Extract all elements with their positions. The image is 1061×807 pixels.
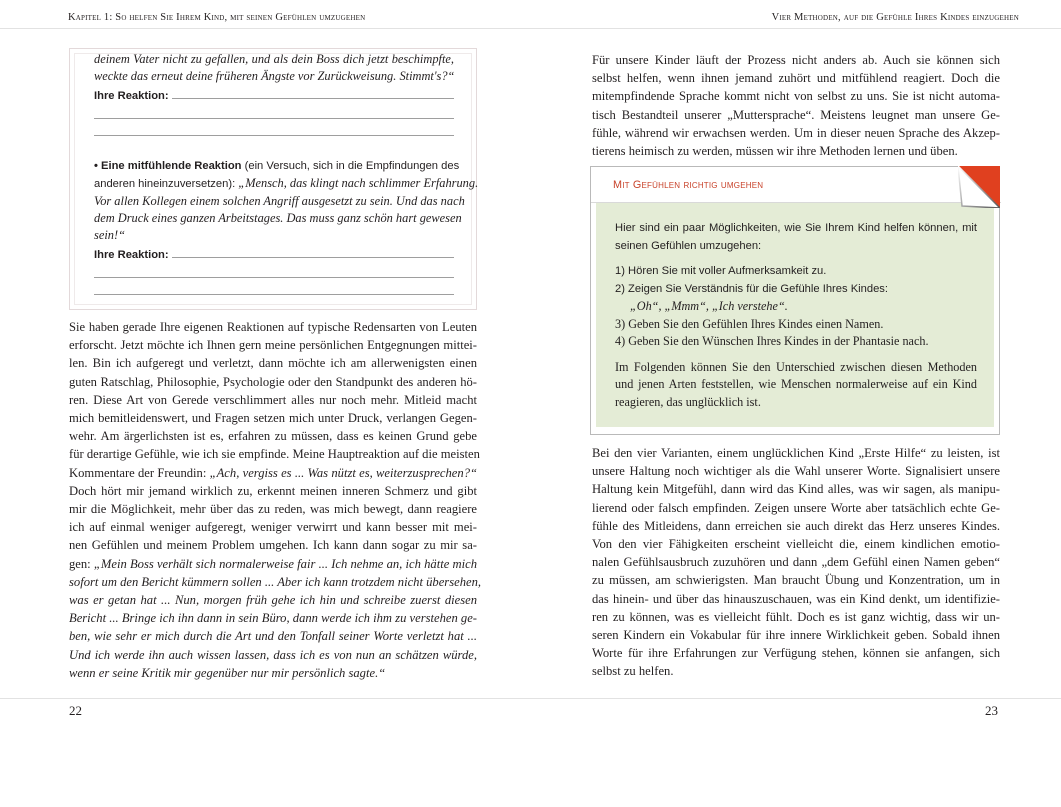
text-run: erforscht. Jetzt möchte ich Ihnen gern meine persönlichen Entgegnungen mittei- xyxy=(69,338,477,353)
text-run: ren. Diese Art von Gerede verschlimmert alles nur noch mehr. Mitleid macht xyxy=(69,392,477,407)
answer-blank-line[interactable] xyxy=(94,118,454,119)
left-page-body-text xyxy=(69,318,482,682)
text-line xyxy=(69,646,477,664)
text-line: das hinein- und über das hinauszuschauen, was ein Kind denkt, um identifizie- xyxy=(592,591,1000,606)
compassionate-response-item xyxy=(94,158,479,193)
item-quote-line: sein!“ xyxy=(94,228,125,242)
tip-method-examples: „Oh“, „Mmm“, „Ich verstehe“. xyxy=(630,299,788,313)
answer-blank-line[interactable] xyxy=(94,294,454,295)
answer-label: Ihre Reaktion: xyxy=(94,249,169,261)
quote-line: deinem Vater nicht zu gefallen, und als dein Boss dich jetzt beschimpfte, xyxy=(94,52,454,66)
tip-outro-line: reagieren, das unglücklich ist. xyxy=(615,394,761,409)
text-line xyxy=(69,409,477,427)
tip-box-content xyxy=(615,220,977,411)
text-run: len. Bin ich aufgeregt und verletzt, dann möchte ich am allerwenigsten einen xyxy=(69,356,477,371)
answer-line[interactable] xyxy=(172,257,454,258)
tip-outro-line: und jenen Arten feststellen, wie Menschen normalerweise auf ein Kind xyxy=(615,377,977,391)
text-line xyxy=(69,555,477,573)
text-line xyxy=(69,536,477,554)
text-line: unsere Haltung noch wichtiger als die Wahl unserer Worte. Signalisiert unsere xyxy=(592,464,1000,479)
italic-quote-run: „Mein Boss verhält sich normalerweise fair ... Ich nehme an, ich hätte mich xyxy=(93,556,477,571)
text-run: Kommentare der Freundin: xyxy=(69,465,210,480)
item-quote: „Mensch, das klingt nach schlimmer Erfahrung. xyxy=(238,176,479,190)
item-quote-block xyxy=(94,193,465,244)
tip-intro-line: Hier sind ein paar Möglichkeiten, wie Sie Ihrem Kind helfen können, mit xyxy=(615,222,977,234)
answer-row-1 xyxy=(94,85,454,102)
answer-blank-line[interactable] xyxy=(94,277,454,278)
text-line xyxy=(69,464,477,482)
text-line xyxy=(69,573,482,591)
item-line-1 xyxy=(94,158,460,175)
text-line xyxy=(69,518,477,536)
tip-outro-line: Im Folgenden können Sie den Unterschied zwischen diesen Methoden xyxy=(615,359,977,374)
text-line xyxy=(69,591,477,609)
text-line xyxy=(69,427,477,445)
footer-divider xyxy=(0,698,1061,699)
text-line xyxy=(69,445,480,463)
right-page-body-text xyxy=(592,444,1000,681)
text-run: ich auf einmal weniger aufgeregt, weniger verwirrt und kann besser mit mei- xyxy=(69,520,477,535)
item-line-2 xyxy=(94,175,479,193)
italic-quote-run: „Ach, vergiss es ... Was nützt es, weiterzusprechen?“ xyxy=(209,465,477,480)
tip-intro xyxy=(615,220,977,255)
text-line xyxy=(69,482,477,500)
tip-box xyxy=(590,166,1000,435)
text-run: mich bemitleidenswert, und Fragen setzen mich unter Druck, verlangen Gegen- xyxy=(69,411,477,426)
right-page-intro-text xyxy=(592,51,1000,160)
tip-box-title: Mit Gefühlen richtig umgehen xyxy=(613,179,764,191)
text-line xyxy=(69,336,477,354)
text-run: mir die Möglichkeit, mehr über das zu reden, was mich bewegt, dann reagiere xyxy=(69,502,477,517)
text-run: nen Gefühlen und meinem Problem umgehen. Ich kann dann sogar zu mir sa- xyxy=(69,538,477,553)
text-line: tisch Bestandteil unserer „Muttersprache“. Meistens leugnet man unsere Ge- xyxy=(592,107,1000,122)
item-quote-line: dem Druck eines ganzen Arbeitstages. Das muss ganz schön hart gewesen xyxy=(94,211,462,225)
italic-quote-run: was er getan hat ... Nun, morgen früh gehe ich hin und schreibe zuerst diesen xyxy=(69,593,477,608)
text-line xyxy=(69,391,477,409)
text-line: fühle des Mitleidens, dann erreichen sie auch direkt das Herz unseres Kindes. xyxy=(592,518,1000,533)
italic-quote-run: sofort um den Bericht kümmern sollen ... Aber ich kann trotzdem nicht übersehen, xyxy=(69,574,482,589)
italic-quote-run: Und ich werde ihn auch wissen lassen, dass ich es von nun an schätzen würde, xyxy=(69,647,477,662)
text-line xyxy=(69,318,477,336)
bullet: • xyxy=(94,160,98,172)
italic-quote-run: ben, wie sehr er mich durch die Art und den Tonfall seiner Worte verletzt hat ... xyxy=(69,629,477,644)
tip-intro-line: seinen Gefühlen umzugehen: xyxy=(615,239,762,252)
text-line: seren Kindern ein Vokabular für ihre innere Wirklichkeit geben. Sobald ihnen xyxy=(592,628,1000,643)
tip-method-item: 1) Hören Sie mit voller Aufmerksamkeit zu. xyxy=(615,265,827,277)
item-title: Eine mitfühlende Reaktion xyxy=(101,160,242,172)
text-line xyxy=(69,609,477,627)
answer-row-2 xyxy=(94,244,454,261)
text-line: Worte für ihre Erfahrungen zur Verfügung stehen, können sie anfangen, sich xyxy=(592,646,1000,661)
tip-method-item: 3) Geben Sie den Gefühlen Ihres Kindes einen Namen. xyxy=(615,316,884,331)
exercise-quote-continuation xyxy=(94,51,454,85)
text-run: guten Ratschlag, Philosophie, Psychologie oder den Standpunkt des anderen hö- xyxy=(69,374,477,389)
text-line xyxy=(69,354,477,372)
text-line: nalen Gefühlsausbruch zuzuhören und dann „dem Gefühl einen Namen geben“ xyxy=(592,555,1000,570)
text-line: ren zu können, was es vielleicht fühlt. Doch es ist ganz wichtig, dass wir un- xyxy=(592,609,1000,624)
running-head-left: Kapitel 1: So helfen Sie Ihrem Kind, mit seinen Gefühlen umzugehen xyxy=(68,12,366,23)
item-desc: anderen hineinzuversetzen): xyxy=(94,178,239,190)
page-corner-fold-icon xyxy=(958,166,1000,208)
tip-outro xyxy=(615,359,977,412)
text-line xyxy=(69,627,477,645)
text-line xyxy=(69,373,477,391)
answer-line[interactable] xyxy=(172,98,454,99)
text-line: zu müssen, am schwierigsten. Man braucht Übung und Konzentration, um in xyxy=(592,573,1000,588)
exercise-content xyxy=(94,51,479,295)
text-line: Bei den vier Varianten, einem unglücklichen Kind „Erste Hilfe“ zu leisten, ist xyxy=(592,446,1000,460)
answer-label: Ihre Reaktion: xyxy=(94,90,169,102)
text-line: lierend oder falsch empfinden. Zeigen unsere Worte aber tatsächlich echte Ge- xyxy=(592,500,1000,515)
exercise-box xyxy=(69,48,477,310)
page-number-right: 23 xyxy=(985,703,998,718)
text-run: gen: xyxy=(69,556,94,571)
text-line: tierens heimisch zu werden, müssen wir ihre Methoden lernen und üben. xyxy=(592,144,958,159)
text-line: Haltung kein Mitgefühl, dann wird das Kind alles, was wir sagen, als manipu- xyxy=(592,482,1000,497)
header-divider xyxy=(0,28,1061,29)
text-line xyxy=(69,500,477,518)
tip-method-list xyxy=(615,263,977,351)
text-line: Von den vier Fähigkeiten erscheint vielleicht die, einem kindlichen emotio- xyxy=(592,537,1000,552)
quote-line: weckte das erneut deine früheren Ängste vor Zurückweisung. Stimmt's?“ xyxy=(94,69,455,83)
tip-method-item: 2) Zeigen Sie Verständnis für die Gefühle Ihres Kindes: xyxy=(615,282,889,295)
item-desc: (ein Versuch, sich in die Empfindungen des xyxy=(241,160,460,172)
item-quote-line: Vor allen Kollegen einem solchen Angriff ausgesetzt zu sein. Und das nach xyxy=(94,194,465,208)
page-number-left: 22 xyxy=(69,703,82,718)
text-run: Sie haben gerade Ihre eigenen Reaktionen auf typische Redensarten von Leuten xyxy=(69,320,477,334)
text-line: selbst zu helfen. xyxy=(592,664,674,679)
text-line: selbst helfen, wenn ihnen jemand zuhört und mitfühlend reagiert. Doch die xyxy=(592,71,1000,86)
text-line: Für unsere Kinder läuft der Prozess nicht anders ab. Auch sie können sich xyxy=(592,53,1000,67)
italic-quote-run: wenn er seine Kritik mir gegenüber nur mir persönlich sagte.“ xyxy=(69,665,386,680)
italic-quote-run: Bericht ... Bringe ich ihn dann in sein Büro, dann werde ich ihm zu verstehen ge- xyxy=(69,611,477,626)
running-head-right: Vier Methoden, auf die Gefühle Ihres Kindes einzugehen xyxy=(771,12,1019,23)
text-run: wehr. Am ärgerlichsten ist es, erfahren zu müssen, dass es keinen Grund gebe xyxy=(69,429,477,444)
text-run: für derartige Gefühle, wie ich sie empfinde. Meine Hauptreaktion auf die meisten xyxy=(69,447,480,462)
text-run: Doch hört mir jemand wirklich zu, erkennt meinen inneren Schmerz und gibt xyxy=(69,483,477,498)
text-line xyxy=(69,664,477,682)
text-line: fühle, während wir erwachsen werden. Um in dieser neuen Sprache des Akzep- xyxy=(592,125,1000,140)
text-line: mitempfindende Sprache kommt nicht von selbst zu uns. Sie ist nicht automa- xyxy=(592,89,1000,104)
tip-method-item: 4) Geben Sie den Wünschen Ihres Kindes in der Phantasie nach. xyxy=(615,334,929,348)
